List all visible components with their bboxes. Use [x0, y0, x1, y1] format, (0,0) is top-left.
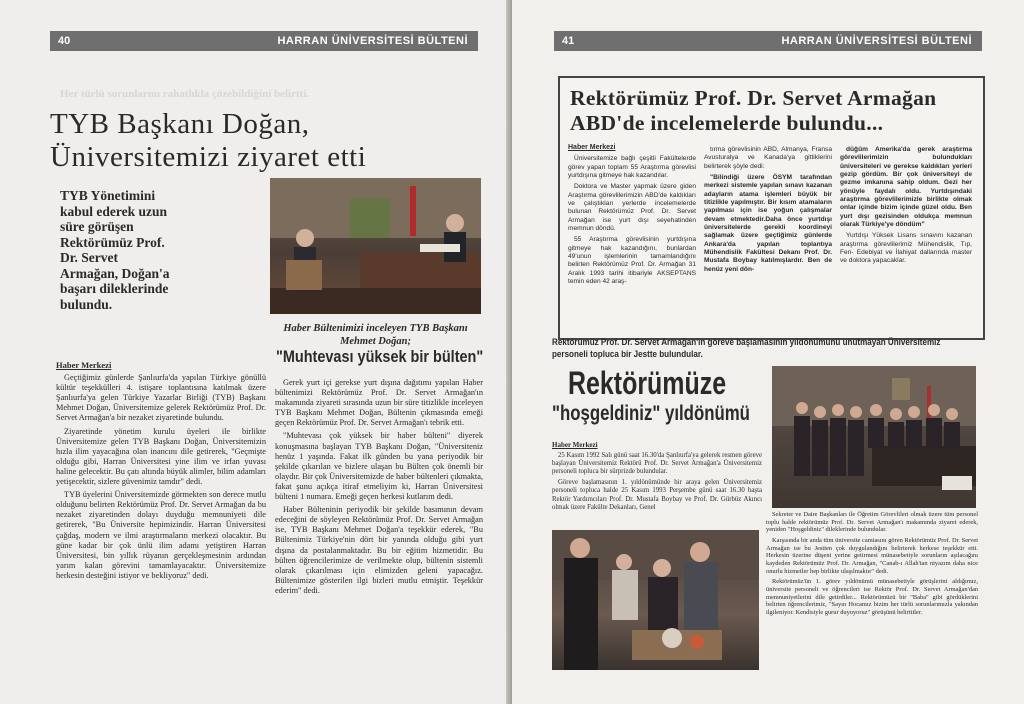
right-page: [512, 0, 1024, 704]
celebration-photo: [552, 530, 759, 670]
celebration-photo-scene: [552, 530, 759, 670]
anniversary-paragraph: Sekreter ve Daire Başkanları ile Öğretim Görevlileri olmak üzere tüm personel toplu halde rektörümüz Prof. Dr. Servet Armağan'ı makamında ziyaret ederek, yeniden "Hoşgeldiniz" dileklerinde bulundular.: [766, 511, 978, 534]
meeting-photo: [270, 178, 481, 314]
box-col2-paragraph: tırma görevlisinin ABD, Almanya, Fransa Avusturalya ve Kanada'ya gittiklerini belirterek şöyle dedi:: [704, 146, 832, 170]
left-byline: Haber Merkezi: [56, 360, 112, 370]
box-byline: Haber Merkezi: [568, 144, 616, 151]
box-col2-quote: "Bilindiği üzere ÖSYM tarafından merkezi sistemle yapılan sınavı kazanan adayların atama işlemleri büyük bir titizlikle yapılmıştır. Bir kısım atamaların yapılması için ise yoğun çalışmalar devam etmektedir.Daha önce yurtdışı üniversitelerde gerekli koordineyi sağlamak üzere geçtiğimiz günlerde Ankara'da yapılan toplantıya Mühendislik Fakültesi Dekanı Prof. Dr. Mustafa Boybay katılmışlardır. Ben de henüz yeni dön-: [704, 174, 832, 273]
box-column-1: [568, 144, 696, 290]
anniversary-paragraph: Göreve başlamasının 1. yıldönümünde bir araya gelen Üniversitemiz personeli topluca halde 25 Kasım 1993 Perşembe günü saat 16.30 başta Rektör Yardımcıları Prof. Dr. Mustafa Boybay ve Prof. Dr. Gürbüz Akıncı olmak üzere Fakülte Dekanları, Genel: [552, 479, 762, 511]
box-title-line2: ABD'de incelemelerde bulundu...: [570, 111, 884, 135]
box-col1-paragraph: Doktora ve Master yapmak üzere giden Araştırma görevlilerimizin ABD'de kaldıkları ve çalıştıkları yerlerde incelemelerde bulunan Rektörümüz Prof. Dr. Servet Armağan ise yurt dışı seyehatinden memnun döndü.: [568, 183, 696, 233]
col1-paragraph: TYB üyelerini Üniversitemizde görmekten son derece mutlu olduğunu belirten Rektörümüz Prof. Dr. Servet Armağan da bu nezaket ziyaretinden dolayı duyduğu memnuniyeti dile getirerek, "Bu Üniversite hepimizindir. Harran Üniversitesi çağdaş, modern ve ilmi araştırmaların merkezi olacaktır. Bu güne kadar bir çok ünlü ilim adamı yetiştiren Harran Üniversitesi, bin yıllık rüyanın gerçekleşmesinin ardından yarım kalan görevini tamamlayacaktır. Üniversitemize herkesin desteğini istiyor ve bekliyoruz" dedi.: [56, 490, 266, 580]
anniversary-column-1: [552, 441, 762, 515]
article-title-line1: TYB Başkanı Doğan,: [50, 108, 310, 140]
col1-paragraph: Ziyaretinde yönetim kurulu üyeleri ile birlikte Üniversitemize gelen TYB Başkanı Doğan, Üniversitemizin hızla ilim yayacağına olan inancını dile getirerek, "Geçmişte olduğu gibi, Harran Üniversitesi yine ilim ve irfan yuvası haline gelecektir. Bu çatı altında büyük alimler, bilim adamları yetişecektir, sizlere güvenimiz tamdır" dedi.: [56, 426, 266, 487]
box-col3-paragraph: Yurtdışı Yüksek Lisans sınavını kazanan araştırma görevlilerimiz Mühendislik, Tıp, Fen- Edebiyat ve İlahiyat dallarında master ve doktora yapacaklar.: [840, 232, 972, 265]
left-column-2: [275, 378, 483, 599]
box-col3-quote: düğüm Amerika'da gerek araştırma görevlilerimizin bulundukları üniversiteleri ve gerekse kaldıkları yerleri gezip gördüm. Bir çok üniversiteyi de gezme imkanına sahip oldum. Gezi her yönüyle faydalı oldu. Yurtdışındaki araştırma görevlilerimizle birlikte olmak onlar içinde bizim içinde güzel oldu. Ben yurt dışı gezisinden oldukça memnun olarak Türkiye'ye döndüm": [840, 146, 972, 229]
anniversary-headline-2: "hoşgeldiniz" yıldönümü: [552, 402, 750, 425]
bleed-through-text: Her türlü sorunlarını rahatlıkla çözebildiğini belirtti.: [60, 88, 310, 100]
abd-article-box: [558, 76, 985, 340]
anniversary-paragraph: Rektörümüz'ün 1. görev yıldönümü münasebetiyle görüşlerini aldığımız, üniversite personeli ve öğrencileri ise Rektör Prof. Dr. Servet Armağan'dan memnuniyetlerini dile getirdiler... Rektörümüzü bir "Baba" gibi gördüklerini belirten öğrencilerimiz, "Sayın Hocamız bizim her türlü sorunlarımızla yakından ilgileniyor. Kendisiyle gurur duyuyoruz" görüşünü belirttiler.: [766, 578, 978, 616]
anniversary-byline: Haber Merkezi: [552, 441, 598, 449]
right-header-title: HARRAN ÜNİVERSİTESİ BÜLTENİ: [781, 35, 972, 47]
group-photo-scene: [772, 366, 976, 508]
box-column-2: [704, 146, 832, 277]
article-lead: TYB Yönetimini kabul ederek uzun süre görüşen Rektörümüz Prof. Dr. Servet Armağan, Doğan'a başarı dileklerinde bulundu.: [60, 188, 170, 312]
right-header-band: [554, 31, 982, 51]
col2-paragraph: Haber Bülteninin periyodik bir şekilde basımının devam edeceğini de söyleyen Rektörümüz Prof. Dr. Servet Armağan ise, TYB Başkanı Mehmet Doğan'a teşekkür ederek, "Bu Bültenimiz Türkiye'nin dört bir yanında olduğu gibi yurt dışına da postalanmaktadır. Bu bir eğitim hizmetidir. Bu bülten öğrencilerimize de verilmekte olup, bültenin sistemli olarak çıkarılması için elimizden geleni yapacağız. Bültenimize gösterilen ilgi bizleri mutlu etmiştir. Teşekkür ederim" dedi.: [275, 505, 483, 595]
anniversary-paragraph: Karşısında bir anda tüm üniversite camiasını gören Rektörümüz Prof. Dr. Servet Armağan ise bu Jestten çok duygulandığını belirterek herkese teşekkür etti. Herkesin üzerine düşeni yerine getirmesi münasebetiyle sorunların aşılacağını kaydeden Rektörümüz Prof. Dr. Armağan, "Canab-ı Allah'tan niyazım daha nice onurlu hizmetler hep birlikte ulaşılmaktır" dedi.: [766, 536, 978, 575]
left-page: [0, 0, 510, 704]
left-column-1: [56, 360, 266, 584]
anniversary-headline-1: Rektörümüze: [568, 365, 727, 401]
box-column-3: [840, 146, 972, 269]
anniversary-subheadline: Rektörümüz Prof. Dr. Servet Armağan'ın göreve başlamasının yıldönümünü unutmayan Üniversitemiz personeli topluca bir Jestte bulundular.: [552, 337, 941, 360]
left-header-title: HARRAN ÜNİVERSİTESİ BÜLTENİ: [277, 35, 468, 47]
group-photo: [772, 366, 976, 508]
left-header-band: [50, 31, 478, 51]
anniversary-paragraph: 25 Kasım 1992 Salı günü saat 16.30'da Şanlıurfa'ya gelerek resmen göreve başlayan Üniversitemiz Rektörü Prof. Dr. Servet Armağan'a Üniversitemiz personeli topluca bir sürprizde bulundular.: [552, 452, 762, 476]
col1-paragraph: Geçtiğimiz günlerde Şanlıurfa'da yapılan Türkiye gönüllü kültür teşekkülleri 4. istişare toplantısına katılmak üzere Şanlıurfa'ya gelen Türkiye Yazarlar Birliği (TYB) Başkanı Mehmet Doğan, Üniversitemize gelerek Rektörümüz Prof. Dr. Servet Armağan'a bir nezaket ziyaretinde bulundu.: [56, 373, 266, 423]
box-title: [570, 86, 970, 136]
anniversary-column-2: [766, 511, 978, 620]
article-title: [50, 108, 470, 174]
article-slogan: "Muhtevası yüksek bir bülten": [276, 347, 484, 366]
col2-paragraph: Gerek yurt içi gerekse yurt dışına dağıtımı yapılan Haber bültenimizi Rektörümüz Prof. Dr. Servet Armağan'ın makamında ziyareti sırasında uzun bir süre titizlikle inceleyen TYB Başkanı Mehmet Doğan, Bültenin çıkmasında emeği geçen Rektörümüz Prof. Dr. Servet Armağan'ı tebrik etti.: [275, 378, 483, 428]
article-title-line2: Üniversitemizi ziyaret etti: [50, 141, 367, 173]
right-page-number: 41: [562, 35, 575, 47]
photo-caption: Haber Bültenimizi inceleyen TYB Başkanı Mehmet Doğan;: [283, 323, 468, 347]
col2-paragraph: "Muhtevası çok yüksek bir haber bülteni" diyerek konuşmasına başlayan TYB Başkanı Doğan, "Üniversiteniz henüz 1 yaşında. Fakat ilk günden bu yana periyodik bir şekilde çıkarılan ve bizlere ulaşan bu Bülten çok önemli bir olaydır. Bir çok Üniversitemizde de haber bültenleri çıkmakta, fakat şunu açıkça itiraf etmeliyim ki, Harran Üniversitesi bülteni 1 numara. Emeği geçen herkesi kutlarım dedi.: [275, 431, 483, 502]
box-col1-paragraph: Üniversitemize bağlı çeşitli Fakültelerde görev yapan toplam 55 Araştırma görevlisi yurtdışına gitmeye hak kazandılar.: [568, 155, 696, 180]
left-page-number: 40: [58, 35, 71, 47]
box-col1-paragraph: 55 Araştırma görevlisinin yurtdışına gitmeye hak kazandığını, bunlardan 49'unun işlemlerinin tamamlandığını belirten Rektörümüz Prof. Dr. Armağan 31 Aralık 1993 tarihi itibariyle AKSEPTANS temin eden 42 araş-: [568, 236, 696, 286]
box-title-line1: Rektörümüz Prof. Dr. Servet Armağan: [570, 86, 937, 110]
meeting-photo-scene: [270, 178, 481, 314]
